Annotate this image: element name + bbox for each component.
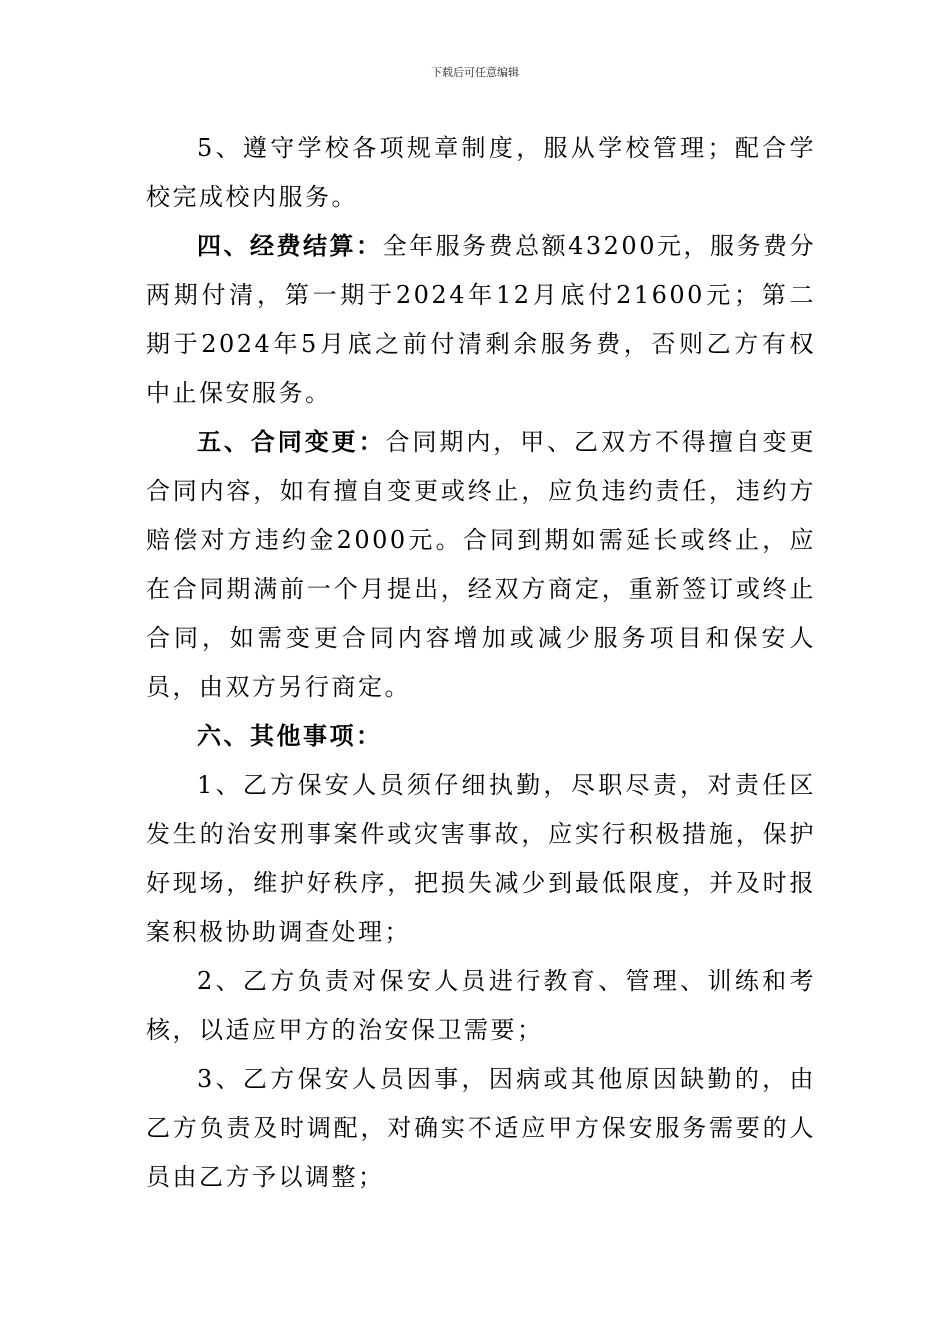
section-heading: 五、合同变更： bbox=[197, 428, 386, 456]
clause-1-duty bbox=[146, 761, 816, 957]
section-heading: 四、经费结算： bbox=[197, 232, 383, 260]
clause-5-obey-rules bbox=[146, 124, 816, 222]
clause-2-training bbox=[146, 957, 816, 1055]
paragraph-text: 3、乙方保安人员因事，因病或其他原因缺勤的，由乙方负责及时调配，对确实不适应甲方保安服务需要的人员由乙方予以调整； bbox=[146, 1065, 816, 1191]
document-body bbox=[146, 124, 816, 1202]
clause-3-absence bbox=[146, 1055, 816, 1202]
paragraph-text: 2、乙方负责对保安人员进行教育、管理、训练和考核，以适应甲方的治安保卫需要； bbox=[146, 967, 816, 1044]
paragraph-text: 5、遵守学校各项规章制度，服从学校管理；配合学校完成校内服务。 bbox=[146, 134, 816, 211]
section-5-contract-change bbox=[146, 418, 816, 712]
page-header-note: 下载后可任意编辑 bbox=[431, 66, 519, 79]
section-heading: 六、其他事项： bbox=[197, 722, 383, 750]
paragraph-text: 1、乙方保安人员须仔细执勤，尽职尽责，对责任区发生的治安刑事案件或灾害事故，应实行积极措施，保护好现场，维护好秩序，把损失减少到最低限度，并及时报案积极协助调查处理； bbox=[146, 771, 816, 946]
paragraph-text: 合同期内，甲、乙双方不得擅自变更合同内容，如有擅自变更或终止，应负违约责任，违约方赔偿对方违约金2000元。合同到期如需延长或终止，应在合同期满前一个月提出，经双方商定，重新签订或终止合同，如需变更合同内容增加或减少服务项目和保安人员，由双方另行商定。 bbox=[146, 428, 817, 701]
paragraph-text: 全年服务费总额43200元，服务费分两期付清，第一期于2024年12月底付21600元；第二期于2024年5月底之前付清剩余服务费，否则乙方有权中止保安服务。 bbox=[146, 232, 817, 407]
section-4-fee-settlement bbox=[146, 222, 816, 418]
section-6-other-matters bbox=[146, 712, 816, 761]
